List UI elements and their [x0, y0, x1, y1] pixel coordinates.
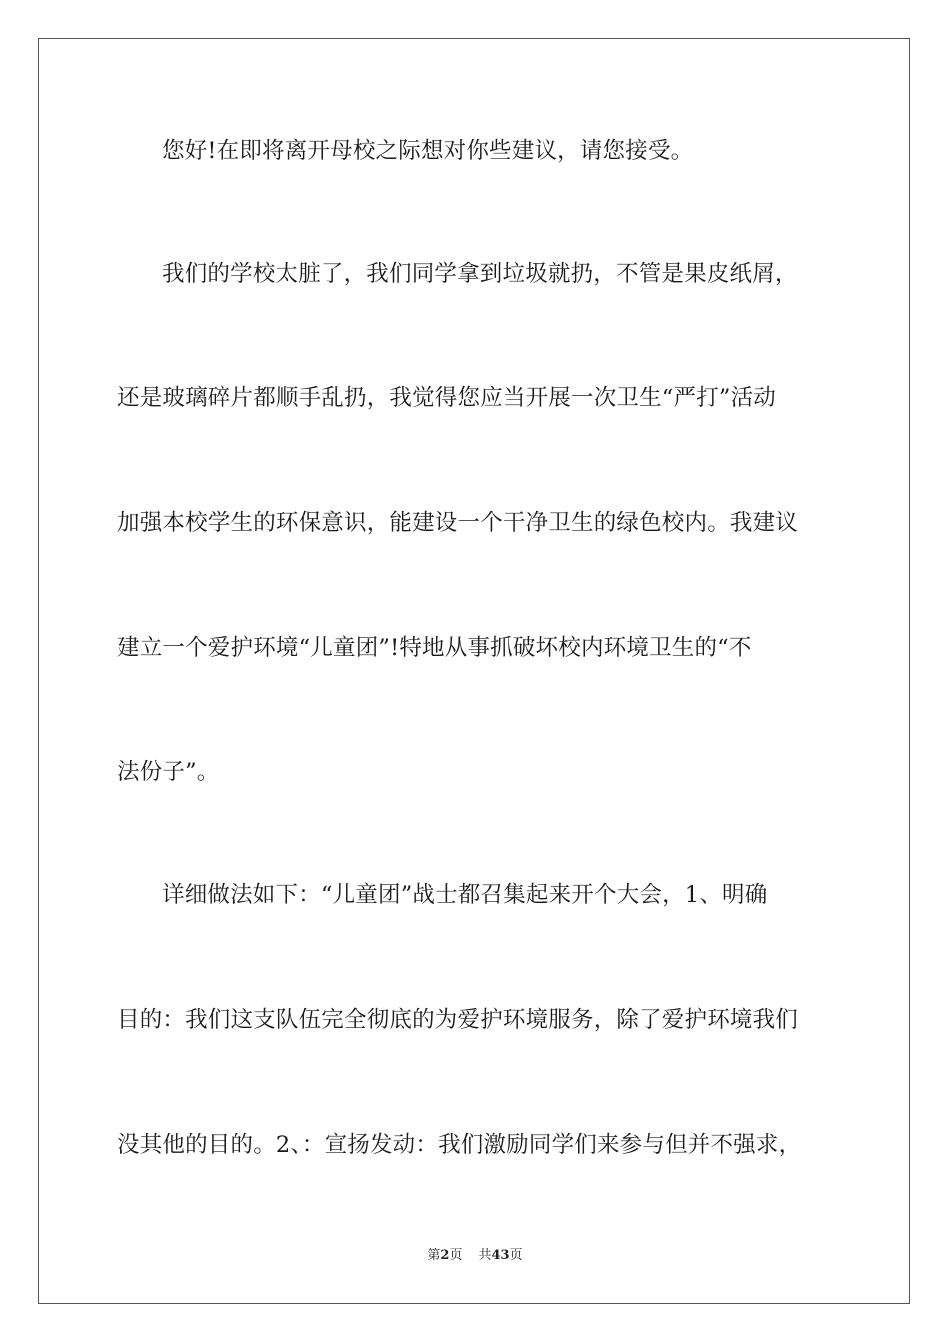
- total-pages: 43: [491, 1248, 510, 1263]
- total-prefix: 共: [478, 1248, 492, 1263]
- paragraph-line-2: 我们的学校太脏了，我们同学拿到垃圾就扔，不管是果皮纸屑，: [162, 261, 798, 287]
- paragraph-line-4: 加强本校学生的环保意识，能建设一个干净卫生的绿色校内。我建议: [117, 510, 799, 536]
- paragraph-line-7: 详细做法如下：“儿童团”战士都召集起来开个大会，1、明确: [162, 882, 768, 908]
- total-suffix: 页: [509, 1248, 523, 1263]
- paragraph-line-9: 没其他的目的。2、：宣扬发动：我们激励同学们来参与但并不强求，: [117, 1132, 802, 1158]
- page-border: [38, 38, 910, 1304]
- paragraph-line-3: 还是玻璃碎片都顺手乱扔，我觉得您应当开展一次卫生“严打”活动: [117, 385, 777, 411]
- paragraph-line-1: 您好!在即将离开母校之际想对你些建议，请您接受。: [162, 138, 694, 164]
- paragraph-line-5: 建立一个爱护环境“儿童团”!特地从事抓破坏校内环境卫生的“不: [117, 635, 752, 661]
- page-prefix: 第: [427, 1248, 441, 1263]
- page-number: 2: [440, 1248, 450, 1263]
- page-footer: [0, 1247, 950, 1265]
- paragraph-line-6: 法份子”。: [117, 759, 220, 785]
- paragraph-line-8: 目的：我们这支队伍完全彻底的为爱护环境服务，除了爱护环境我们: [117, 1007, 799, 1033]
- page-suffix: 页: [449, 1248, 463, 1263]
